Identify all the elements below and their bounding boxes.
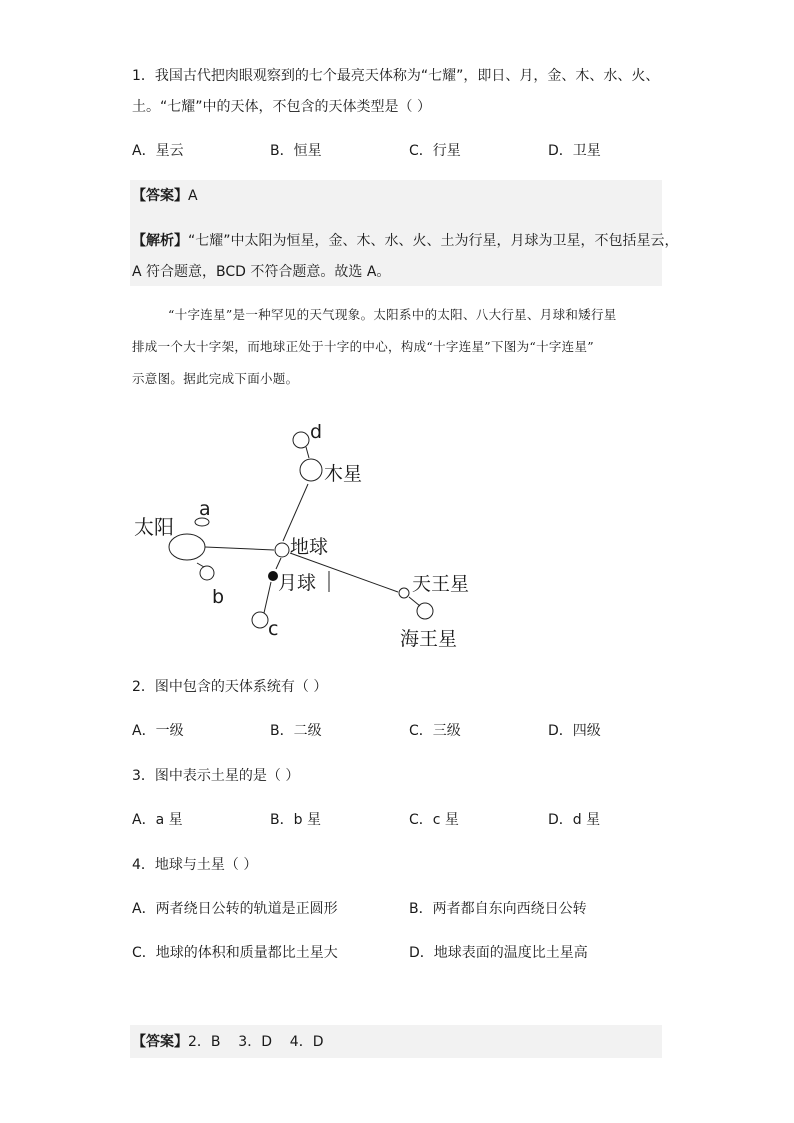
q4-option-c: C．地球的体积和质量都比土星大 <box>132 945 338 961</box>
body-moon <box>268 571 278 581</box>
q2-option-c: C．三级 <box>409 723 461 739</box>
answer1-value: A <box>188 188 198 204</box>
label-c: c <box>268 618 279 640</box>
q2-stem: 2．图中包含的天体系统有（ ） <box>132 679 328 695</box>
answer1-label: 【答案】 <box>132 188 188 204</box>
q1-option-b: B．恒星 <box>270 143 322 159</box>
passage-line3: 示意图。据此完成下面小题。 <box>132 371 299 386</box>
q1-stem-line2: 土。“七耀”中的天体，不包含的天体类型是（ ） <box>132 99 431 115</box>
q4-option-d: D．地球表面的温度比土星高 <box>409 945 588 961</box>
label-moon: 月球 <box>278 572 317 594</box>
q3-stem: 3．图中表示土星的是（ ） <box>132 768 300 784</box>
q3-option-c: C．c 星 <box>409 812 459 828</box>
q4-option-b: B．两者都自东向西绕日公转 <box>409 901 587 917</box>
q1-option-c: C．行星 <box>409 143 461 159</box>
label-b: b <box>212 586 225 608</box>
sun-b-line <box>197 563 204 567</box>
analysis1-label: 【解析】 <box>132 233 188 249</box>
label-jupiter: 木星 <box>324 463 363 485</box>
q2-option-b: B．二级 <box>270 723 322 739</box>
earth-jupiter-line <box>283 484 308 541</box>
label-d: d <box>310 421 323 443</box>
sun-earth-line <box>205 547 274 550</box>
label-neptune: 海王星 <box>400 628 458 650</box>
body-earth <box>275 543 289 557</box>
body-uranus <box>399 588 409 598</box>
q4-stem: 4．地球与土星（ ） <box>132 857 258 873</box>
uranus-neptune-line <box>409 597 420 606</box>
earth-moon-line <box>276 558 281 569</box>
answer2-label: 【答案】 <box>132 1034 188 1050</box>
passage-line2: 排成一个大十字架，而地球正处于十字的中心，构成“十字连星”下图为“十字连星” <box>132 339 594 354</box>
body-neptune <box>417 603 433 619</box>
q2-option-d: D．四级 <box>548 723 601 739</box>
q1-stem-line1: 1．我国古代把肉眼观察到的七个最亮天体称为“七耀”，即日、月，金、木、水、火、 <box>132 68 660 84</box>
answer2-value: 2．B 3．D 4．D <box>188 1034 324 1050</box>
label-a: a <box>199 498 211 520</box>
answer2-line <box>132 1032 324 1052</box>
body-sun <box>169 534 205 560</box>
body-b <box>200 566 214 580</box>
label-sun: 太阳 <box>134 515 174 539</box>
label-earth: 地球 <box>290 536 329 558</box>
body-jupiter <box>300 459 322 481</box>
d-jupiter-line <box>306 447 309 458</box>
passage-line1: “十字连星”是一种罕见的天气现象。太阳系中的太阳、八大行星、月球和矮行星 <box>168 307 617 322</box>
q4-option-a: A．两者绕日公转的轨道是正圆形 <box>132 901 338 917</box>
analysis1-line2: A 符合题意，BCD 不符合题意。故选 A。 <box>132 264 391 280</box>
moon-c-line <box>264 582 271 613</box>
label-uranus: 天王星 <box>412 573 470 595</box>
q1-option-d: D．卫星 <box>548 143 601 159</box>
q3-option-a: A．a 星 <box>132 812 183 828</box>
body-c <box>252 612 268 628</box>
body-d <box>293 432 309 448</box>
q3-option-b: B．b 星 <box>270 812 321 828</box>
analysis1-text1: “七耀”中太阳为恒星，金、木、水、火、土为行星，月球为卫星，不包括星云， <box>188 233 679 249</box>
q3-option-d: D．d 星 <box>548 812 601 828</box>
q2-option-a: A．一级 <box>132 723 184 739</box>
q1-option-a: A．星云 <box>132 143 184 159</box>
